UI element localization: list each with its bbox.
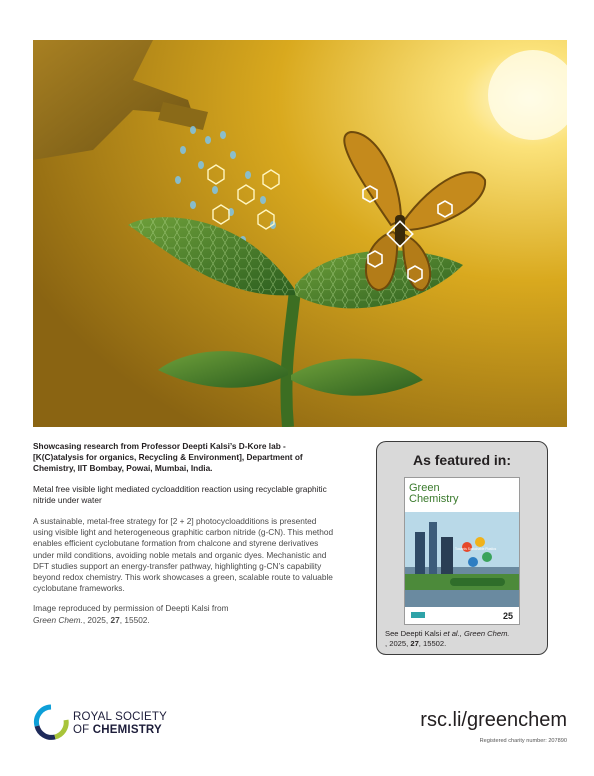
image-credit [33,603,338,625]
cite-pages: , 15502. [418,638,447,648]
cover-illustration [33,40,567,427]
featured-box [376,441,548,655]
credit-journal: Green Chem. [33,614,83,625]
credit-volume: 27 [110,614,120,625]
featured-title: As featured in: [412,452,511,468]
cover-art-svg [405,512,519,624]
cover-number: 25 [502,611,513,621]
rsc-line1: ROYAL SOCIETY [73,711,167,723]
cite-journal: , Green Chem. [459,629,510,638]
cover-badge: Towards Sustainable Plastics [455,547,497,551]
cite-prefix: See Deepti Kalsi [385,629,444,638]
credit-year: , 2025, [82,614,111,625]
cover-art [405,512,519,624]
cite-etal: et al. [443,629,460,638]
showcase-heading: Showcasing research from Professor Deepti Kalsi’s D-Kore lab - [K(C)atalysis for organics, Recycling & Environment], Department of Chemistry, IIT Bombay, Powai, Mumbai, India. [33,441,303,474]
rsc-line2-bold: CHEMISTRY [92,724,162,736]
charity-number: Registered charity number: 207890 [479,738,567,744]
journal-cover[interactable] [404,477,520,625]
credit-prefix: Image reproduced by permission of Deepti Kalsi from [33,603,229,614]
cover-title-line2: Chemistry [409,493,459,505]
cover-title-line1: Green [409,482,440,494]
rsc-wordmark [73,711,167,737]
cover-journal-name [409,483,459,505]
article-info [33,441,338,626]
cite-year: , 2025, [385,638,411,648]
article-abstract: A sustainable, metal-free strategy for [2 + 2] photocycloadditions is presented using visible light and heterogeneous graphitic carbon nitride (g-CN). This method enables efficient cyclobutane formation from chalcone and styrene derivatives under mild conditions, avoiding noble metals and organic dyes. Mechanistic and DFT studies support an energy-transfer pathway, highlighting g-CN’s capability beyond redox chemistry. This work showcases a green, scalable route to valuable cyclobutane frameworks. [33,516,334,594]
credit-pages: , 15502. [119,614,150,625]
rsc-logo[interactable] [33,704,183,744]
article-title: Metal free visible light mediated cycloaddition reaction using recyclable graphitic nitride under water [33,483,327,505]
cite-volume: 27 [410,638,419,648]
rsc-line2-of: OF [73,724,93,736]
website-link[interactable]: rsc.li/greenchem [420,709,567,731]
featured-citation [385,629,545,648]
rsc-logo-icon [33,704,69,740]
illustration-svg [33,40,567,427]
